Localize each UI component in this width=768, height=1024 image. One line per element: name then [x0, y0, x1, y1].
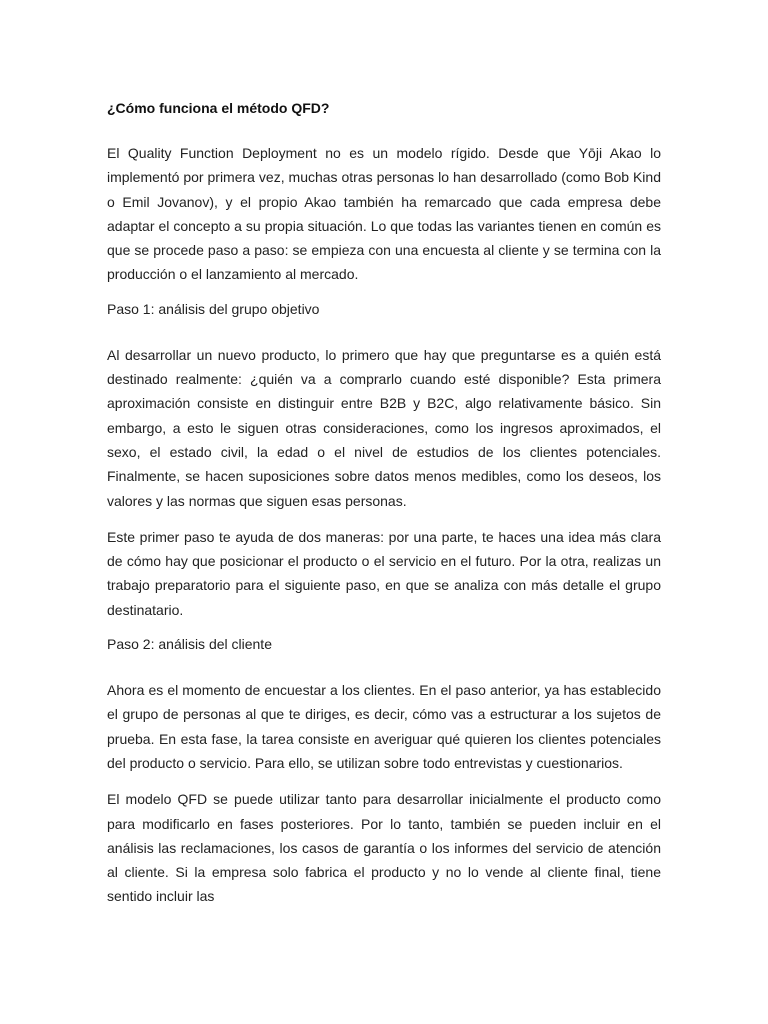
step1-paragraph-2: Este primer paso te ayuda de dos maneras: por una parte, te haces una idea más clara de cómo hay que posicionar el producto o el servicio en el futuro. Por la otra, realizas un trabajo preparatorio para el siguiente paso, en que se analiza con más detalle el grupo destinatario. [107, 528, 661, 618]
step2-paragraph-1: Ahora es el momento de encuestar a los clientes. En el paso anterior, ya has establecido el grupo de personas al que te diriges, es decir, cómo vas a estructurar a los sujetos de prueba. En esta fase, la tarea consiste en averiguar qué quieren los clientes potenciales del producto o servicio. Para ello, se utilizan sobre todo entrevistas y cuestionarios. [107, 682, 661, 771]
step2-heading: Paso 2: análisis del cliente [107, 636, 272, 653]
document-title: ¿Cómo funciona el método QFD? [107, 100, 330, 116]
document-page [107, 96, 661, 921]
step1-heading: Paso 1: análisis del grupo objetivo [107, 300, 320, 317]
step2-paragraph-2: El modelo QFD se puede utilizar tanto para desarrollar inicialmente el producto como para modificarlo en fases posteriores. Por lo tanto, también se pueden incluir en el análisis las reclamaciones, los casos de garantía o los informes del servicio de atención al cliente. Si la empresa solo fabrica el producto y no lo vende al cliente final, tiene sentido incluir las [107, 791, 661, 905]
intro-paragraph: El Quality Function Deployment no es un modelo rígido. Desde que Yōji Akao lo implementó por primera vez, muchas otras personas lo han desarrollado (como Bob Kind o Emil Jovanov), y el propio Akao también ha remarcado que cada empresa debe adaptar el concepto a su propia situación. Lo que todas las variantes tienen en común es que se procede paso a paso: se empieza con una encuesta al cliente y se termina con la producción o el lanzamiento al mercado. [107, 145, 661, 283]
step1-paragraph-1: Al desarrollar un nuevo producto, lo primero que hay que preguntarse es a quién está destinado realmente: ¿quién va a comprarlo cuando esté disponible? Esta primera aproximación consiste en distinguir entre B2B y B2C, algo relativamente básico. Sin embargo, a esto le siguen otras consideraciones, como los ingresos aproximados, el sexo, el estado civil, la edad o el nivel de estudios de los clientes potenciales. Finalmente, se hacen suposiciones sobre datos menos medibles, como los deseos, los valores y las normas que siguen esas personas. [107, 346, 661, 509]
